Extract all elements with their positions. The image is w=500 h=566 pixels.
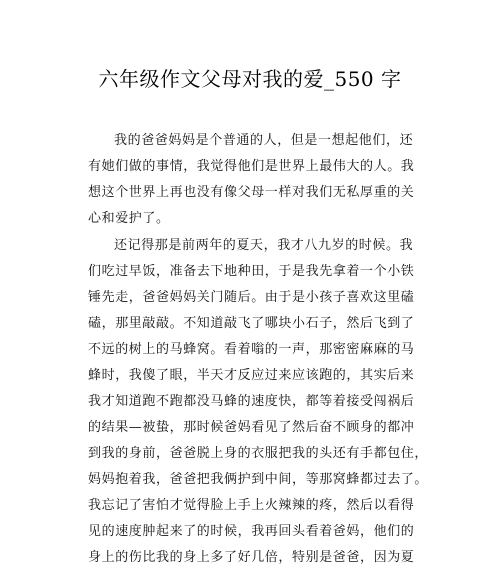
paragraph-line: 到我的身前，爸爸脱上身的衣服把我的头还有手都包住， xyxy=(88,446,429,461)
paragraph-line: 我忘记了害怕才觉得脸上手上火辣辣的疼，然后以看得 xyxy=(88,498,415,513)
paragraph-line: 不远的树上的马蜂窝。看着嗡的一声，那密密麻麻的马 xyxy=(88,342,415,357)
paragraph-line: 心和爱护了。 xyxy=(88,211,170,226)
paragraph-line: 妈妈抱着我，爸爸把我俩护到中间，等那窝蜂都过去了。 xyxy=(88,472,429,487)
paragraph-line: 身上的伤比我的身上多了好几倍，特别是爸爸，因为夏 xyxy=(88,550,415,565)
document-title: 六年级作文父母对我的爱_550 字 xyxy=(98,67,402,91)
paragraph-line: 我才知道跑不跑都没马蜂的速度快，都等着接受闯祸后 xyxy=(88,394,415,409)
paragraph-line: 们吃过早饭，准备去下地种田，于是我先拿着一个小铁 xyxy=(88,264,415,279)
paragraph-line: 的结果—被蛰，那时候爸妈看见了然后奋不顾身的都冲 xyxy=(88,420,415,435)
paragraph-line: 见的速度肿起来了的时候，我再回头看着爸妈，他们的 xyxy=(88,524,415,539)
paragraph-line: 磕，那里敲敲。不知道敲飞了哪块小石子，然后飞到了 xyxy=(88,316,415,331)
paragraph-line: 蜂时，我傻了眼，半天才反应过来应该跑的，其实后来 xyxy=(88,368,415,383)
paragraph-line: 想这个世界上再也没有像父母一样对我们无私厚重的关 xyxy=(88,185,415,200)
paragraph-line: 锤先走，爸爸妈妈关门随后。由于是小孩子喜欢这里磕 xyxy=(88,290,415,305)
paragraph-line: 还记得那是前两年的夏天，我才八九岁的时候。我 xyxy=(114,238,414,253)
paragraph-line: 有她们做的事情，我觉得他们是世界上最伟大的人。我 xyxy=(88,159,415,174)
paragraph-line: 我的爸爸妈妈是个普通的人，但是一想起他们，还 xyxy=(114,133,414,148)
